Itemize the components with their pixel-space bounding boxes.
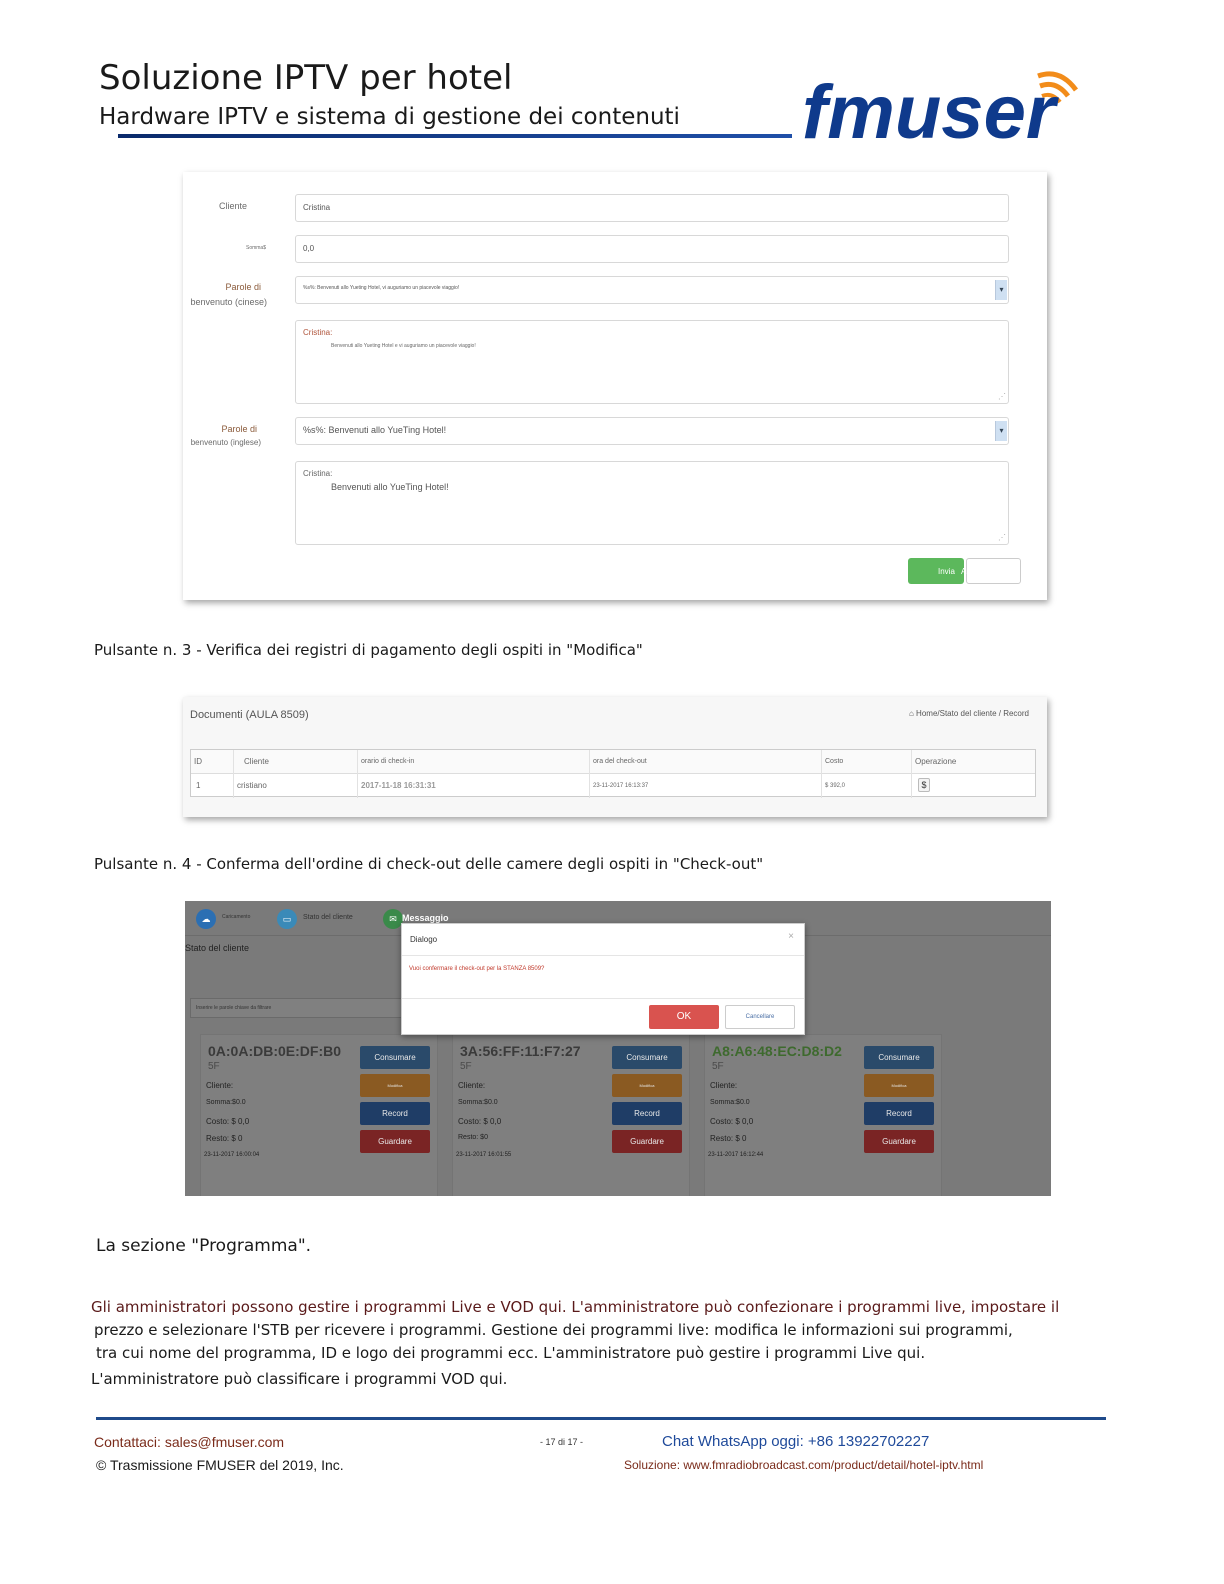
costo: Costo: $ 0,0 <box>710 1117 754 1126</box>
dialog-message: Vuoi confermare il check-out per la STANZA 8509? <box>409 966 545 972</box>
resize-grip-icon[interactable]: ⋰ <box>998 392 1006 401</box>
body-line: L'amministratore può classificare i programmi VOD qui. <box>91 1370 508 1388</box>
welcome-en-select[interactable] <box>295 417 1009 445</box>
guardare-button[interactable]: Guardare <box>360 1130 430 1153</box>
record-button[interactable]: Record <box>612 1102 682 1125</box>
footer-contact[interactable]: Contattaci: sales@fmuser.com <box>94 1434 285 1450</box>
footer-solution-link[interactable]: Soluzione: www.fmradiobroadcast.com/product/detail/hotel-iptv.html <box>624 1458 984 1472</box>
logo-text: fmuser <box>802 70 1056 148</box>
guardare-button[interactable]: Guardare <box>612 1130 682 1153</box>
room-card <box>200 1034 438 1196</box>
dialog-title: Dialogo <box>410 935 438 944</box>
nav-item[interactable]: Stato del cliente <box>303 914 353 921</box>
welcome-en-textarea[interactable] <box>295 461 1009 545</box>
mac-address: A8:A6:48:EC:D8:D2 <box>712 1043 842 1059</box>
cancel-button[interactable] <box>961 558 1021 584</box>
consumare-button[interactable]: Consumare <box>360 1046 430 1069</box>
welcome-cn-textarea[interactable] <box>295 320 1009 404</box>
room-card <box>452 1034 690 1196</box>
welcome-cn-label-1: Parole di <box>225 282 261 292</box>
room-card <box>704 1034 942 1196</box>
breadcrumb: Stato del cliente <box>185 943 250 953</box>
nav-item[interactable]: Caricamento <box>222 914 251 920</box>
somma: Somma:$0.0 <box>206 1099 246 1106</box>
costo: Costo: $ 0,0 <box>206 1117 250 1126</box>
cliente: Cliente: <box>710 1081 738 1090</box>
guardare-button[interactable]: Guardare <box>864 1130 934 1153</box>
modifica-button[interactable]: Modifica <box>612 1074 682 1097</box>
welcome-en-guest: Cristina: <box>303 469 333 478</box>
cliente: Cliente: <box>206 1081 234 1090</box>
footer-copyright <box>96 1457 344 1473</box>
welcome-en-label-2: benvenuto (inglese) <box>190 438 261 447</box>
footer-whatsapp[interactable]: Chat WhatsApp oggi: +86 13922702227 <box>662 1433 930 1450</box>
section-title: La sezione "Programma". <box>96 1236 312 1256</box>
cell-check-in: 2017-11-18 16:31:31 <box>357 774 589 798</box>
floor: 5F <box>712 1061 724 1072</box>
cloud-icon[interactable]: ☁ <box>196 909 216 929</box>
somma: Somma:$0.0 <box>710 1099 750 1106</box>
somma: Somma:$0.0 <box>458 1099 498 1106</box>
consumare-button[interactable]: Consumare <box>864 1046 934 1069</box>
timestamp: 23-11-2017 16:01:55 <box>456 1152 512 1158</box>
timestamp: 23-11-2017 16:12:44 <box>708 1152 764 1158</box>
monitor-icon[interactable]: ▭ <box>277 909 297 929</box>
ok-button[interactable]: OK <box>649 1005 719 1029</box>
floor: 5F <box>208 1061 220 1072</box>
filter-input[interactable]: Inserire le parole chiave da filtrare <box>190 998 460 1018</box>
costo: Costo: $ 0,0 <box>458 1117 502 1126</box>
mac-address: 3A:56:FF:11:F7:27 <box>460 1043 581 1059</box>
document-subtitle: Hardware IPTV e sistema di gestione dei contenuti <box>99 104 680 130</box>
caption-button-4: Pulsante n. 4 - Conferma dell'ordine di check-out delle camere degli ospiti in "Check-out" <box>94 855 764 873</box>
copyright-text: Trasmissione FMUSER del 2019, Inc. <box>109 1457 344 1473</box>
column-header: ora del check-out <box>589 750 821 774</box>
chat-icon[interactable]: ✉ <box>383 909 403 929</box>
welcome-cn-select-value: %s%: Benvenuti allo Yueting Hotel, vi auguriamo un piacevole viaggio! <box>303 285 460 291</box>
cliente-label: Cliente <box>218 201 247 211</box>
nav-item[interactable]: Messaggio <box>402 913 449 923</box>
column-header: ID <box>194 757 202 766</box>
cell-check-out: 23-11-2017 16:13:37 <box>589 774 821 798</box>
mac-address: 0A:0A:DB:0E:DF:B0 <box>208 1043 342 1059</box>
resto: Resto: $ 0 <box>710 1134 747 1143</box>
copyright-icon: © <box>96 1457 107 1473</box>
page-number: - 17 di 17 - <box>540 1437 584 1447</box>
column-header: Cliente <box>233 750 357 774</box>
home-icon[interactable]: ⌂ <box>908 709 914 718</box>
column-header: orario di check-in <box>357 750 589 774</box>
checkout-confirm-dialog <box>401 923 805 1035</box>
welcome-cn-label-2: benvenuto (cinese) <box>190 297 267 307</box>
dollar-icon-button[interactable]: $ <box>918 778 930 792</box>
breadcrumb-text[interactable]: Home/Stato del cliente / Record <box>916 709 1029 718</box>
records-title: Documenti (AULA 8509) <box>190 709 309 721</box>
body-paragraph <box>91 1296 1071 1391</box>
breadcrumb <box>909 709 1029 718</box>
document-title: Soluzione IPTV per hotel <box>99 58 513 98</box>
cliente: Cliente: <box>458 1081 486 1090</box>
resize-grip-icon[interactable]: ⋰ <box>998 533 1006 542</box>
divider <box>402 998 804 999</box>
cell-costo: $ 392,0 <box>821 774 911 798</box>
cancel-button-label: Annulla <box>961 567 988 576</box>
fmuser-logo <box>800 58 1080 148</box>
chevron-down-icon[interactable]: ▾ <box>995 280 1007 300</box>
column-header: Costo <box>821 750 911 774</box>
customer-edit-form <box>183 172 1047 600</box>
table-header-row <box>191 750 1035 774</box>
somma-label: Somma$ <box>245 245 266 251</box>
resto: Resto: $0 <box>458 1134 488 1141</box>
welcome-cn-guest: Cristina: <box>303 328 333 337</box>
cell-id: 1 <box>196 781 201 790</box>
cliente-input[interactable]: Cristina <box>295 194 1009 222</box>
chevron-down-icon[interactable]: ▾ <box>995 421 1007 441</box>
caption-button-3: Pulsante n. 3 - Verifica dei registri di pagamento degli ospiti in "Modifica" <box>94 641 643 659</box>
cancel-button[interactable]: Cancellare <box>725 1005 795 1029</box>
table-row <box>191 774 1035 798</box>
welcome-cn-message: Benvenuti allo Yueting Hotel e vi auguriamo un piacevole viaggio! <box>331 343 476 349</box>
modifica-button[interactable]: Modifica <box>864 1074 934 1097</box>
body-line: prezzo e selezionare l'STB per ricevere i programmi. Gestione dei programmi live: modifica le informazioni sui programmi, <box>94 1321 1013 1339</box>
modifica-button[interactable]: Modifica <box>360 1074 430 1097</box>
body-line: tra cui nome del programma, ID e logo dei programmi ecc. L'amministratore può gestire i programmi Live qui. <box>96 1344 926 1362</box>
consumare-button[interactable]: Consumare <box>612 1046 682 1069</box>
divider <box>402 955 804 956</box>
cell-cliente: cristiano <box>233 774 357 798</box>
payment-records-panel <box>183 697 1047 817</box>
timestamp: 23-11-2017 16:00:04 <box>204 1152 260 1158</box>
column-header: Operazione <box>911 750 1037 774</box>
record-button[interactable]: Record <box>864 1102 934 1125</box>
resto: Resto: $ 0 <box>206 1134 243 1143</box>
welcome-cn-select[interactable] <box>295 276 1009 304</box>
somma-input[interactable]: 0,0 <box>295 235 1009 263</box>
body-line: Gli amministratori possono gestire i programmi Live e VOD qui. L'amministratore può confezionare i programmi live, impostare il <box>91 1298 1060 1316</box>
floor: 5F <box>460 1061 472 1072</box>
records-table <box>190 749 1036 797</box>
header-rule <box>118 134 792 138</box>
submit-button[interactable]: Invia <box>908 558 964 584</box>
footer-rule <box>96 1417 1106 1420</box>
welcome-en-select-value: %s%: Benvenuti allo YueTing Hotel! <box>303 425 447 435</box>
close-icon[interactable]: × <box>788 931 794 942</box>
welcome-en-label-1: Parole di <box>221 424 257 434</box>
record-button[interactable]: Record <box>360 1102 430 1125</box>
welcome-en-message: Benvenuti allo YueTing Hotel! <box>331 482 449 492</box>
cell-operazione <box>911 774 1037 798</box>
checkout-screen <box>185 901 1051 1196</box>
